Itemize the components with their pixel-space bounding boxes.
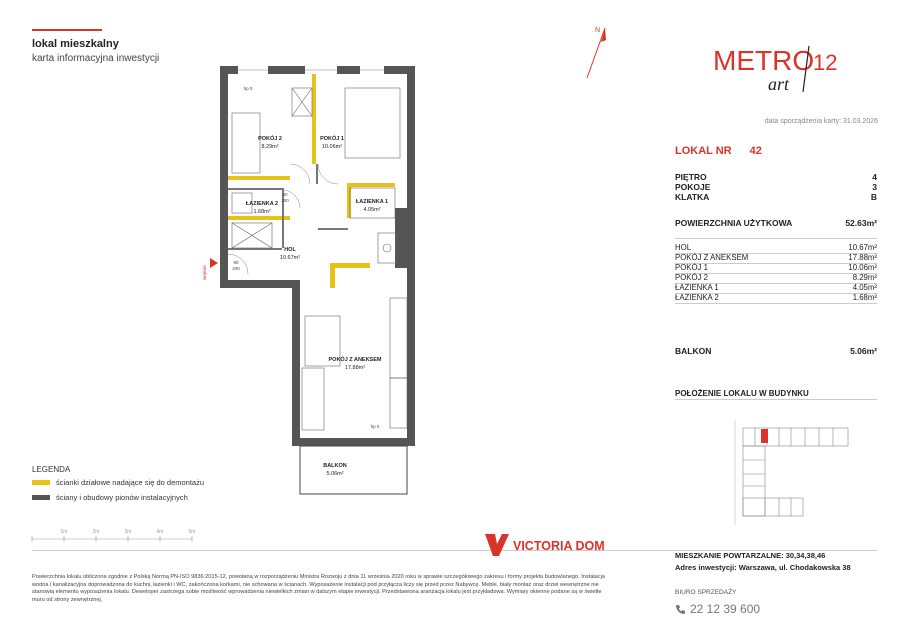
door-height: 200 (232, 266, 240, 271)
label-laz2: ŁAZIENKA 2 (245, 201, 279, 207)
floor-plan (202, 48, 450, 498)
door-width: 90 (233, 260, 239, 265)
door-height: 200 (281, 198, 289, 203)
sill-height: hp 0 (243, 86, 253, 91)
room-area: 10.67m² (848, 243, 877, 252)
room-label: HOL (675, 243, 692, 252)
usable-area-row (675, 218, 877, 228)
label-aneks: POKÓJ Z ANEKSEM (328, 357, 382, 363)
legend-label: ścianki działowe nadające się do demontażu (56, 478, 205, 487)
info-row-floor (675, 172, 877, 182)
label-hol-area: 10.67m² (279, 255, 301, 261)
scale-label: 3m (124, 529, 132, 535)
logo-number: 12 (813, 50, 838, 75)
legend-label: ściany i obudowy pionów instalacyjnych (56, 493, 188, 502)
divider (675, 399, 877, 400)
sales-office-label: BIURO SPRZEDAŻY (675, 589, 737, 596)
balcony-outline (300, 446, 407, 494)
room-area: 4.05m² (852, 283, 877, 292)
room-area: 17.88m² (848, 253, 877, 262)
svg-text:N: N (595, 27, 601, 34)
label-laz1: ŁAZIENKA 1 (355, 199, 389, 205)
area-value: 52.63m² (845, 218, 877, 228)
label-balkon: BALKON (323, 463, 347, 469)
room-area: 1.68m² (852, 293, 877, 302)
balcony-label: BALKON (675, 346, 712, 356)
lokal-label: LOKAL NR (675, 145, 732, 157)
info-label: POKOJE (675, 182, 711, 192)
info-row-rooms (675, 182, 877, 192)
metro-art-logo (713, 42, 843, 102)
north-arrow-icon (575, 20, 615, 80)
room-label: ŁAZIENKA 1 (675, 283, 719, 292)
rooms-table (675, 238, 877, 239)
date-created: data sporządzenia karty: 31.03.2026 (764, 118, 878, 125)
room-area: 10.06m² (848, 263, 877, 272)
label-balkon-area: 5.06m² (326, 471, 344, 477)
logo-script: art (768, 74, 790, 94)
room-label: ŁAZIENKA 2 (675, 293, 719, 302)
room-row (675, 293, 877, 304)
developer-logo (483, 530, 613, 560)
legend-title: LEGENDA (32, 465, 71, 474)
room-label: POKÓJ Z ANEKSEM (675, 253, 749, 262)
info-value: B (870, 192, 877, 202)
scale-label: 1m (60, 529, 68, 535)
room-label: POKÓJ 2 (675, 273, 708, 282)
victoria-dom-icon (483, 530, 613, 560)
label-pokoj2-area: 8.29m² (261, 144, 279, 150)
scale-label: 4m (156, 529, 164, 535)
label-pokoj2: POKÓJ 2 (258, 136, 282, 142)
area-label: POWIERZCHNIA UŻYTKOWA (675, 218, 793, 228)
legend-item-removable (32, 478, 204, 487)
address-label: Adres inwestycji: (675, 563, 737, 572)
balcony-row (675, 346, 877, 356)
phone-number[interactable]: 22 12 39 600 (690, 602, 761, 616)
entrance-arrow-icon (210, 258, 218, 268)
door-width: 80 (282, 192, 288, 197)
removable-walls (228, 74, 395, 288)
developer-name: VICTORIA DOM (513, 539, 605, 553)
legend-swatch (32, 480, 50, 485)
repeat-apartments (675, 551, 825, 560)
label-pokoj1: POKÓJ 1 (320, 136, 344, 142)
label-pokoj1-area: 10.06m² (321, 144, 343, 150)
entrance-label: wejście (202, 265, 207, 280)
phone-icon (675, 604, 686, 615)
room-label: POKÓJ 1 (675, 263, 708, 272)
building-position-map (735, 420, 860, 525)
lokal-highlight (761, 429, 768, 443)
building-position-title: POŁOŻENIE LOKALU W BUDYNKU (675, 389, 809, 398)
label-aneks-area: 17.88m² (344, 365, 366, 371)
room-area: 8.29m² (852, 273, 877, 282)
sill-height: hp 0 (370, 424, 380, 429)
repeat-label: MIESZKANIE POWTARZALNE: (675, 551, 784, 560)
info-value: 4 (872, 172, 877, 182)
label-laz2-area: 1.68m² (253, 209, 271, 215)
legend-swatch (32, 495, 50, 500)
balcony-value: 5.06m² (850, 346, 877, 356)
page-subtitle: karta informacyjna inwestycji (32, 53, 160, 64)
scale-label: 5m (188, 529, 196, 535)
info-row-staircase (675, 192, 877, 202)
page-title: lokal mieszkalny (32, 38, 119, 50)
info-label: KLATKA (675, 192, 710, 202)
scale-label: 2m (92, 529, 100, 535)
label-hol: HOL (284, 247, 296, 253)
footer-disclaimer: Powierzchnia lokalu obliczona zgodnie z Polską Normą PN-ISO 9836:2015-12, powołaną w rozporządzeniu Ministra Rozwoju z dnia 11 września 2020 roku w sprawie szczegółowego zakresu i formy projektu budowlanego. Instalacja wodna i kanalizacyjna doprowadzona do kuchni, łazienki i WC, zakończona korkami, nie schowana w ścianach. Wyposażenie instalacji pod przyłącza liczy się przed przez Nabywcę. Meble, biały montaż oraz drzwi wewnętrzne nie stanowią elementu wyposażenia lokalu. Deweloper zastrzega sobie możliwość wprowadzenia niewielkich zmian w dalszym etapie inwestycji. Przedstawiona aranżacja lokalu jest przykładowa. Wymiary okienne podane są w świetle muru od strony zewnętrznej. (32, 574, 605, 603)
repeat-value: 30,34,38,46 (785, 551, 826, 560)
investment-address (675, 563, 851, 572)
legend-item-walls (32, 493, 188, 502)
address-value: Warszawa, ul. Chodakowska 38 (738, 563, 851, 572)
label-laz1-area: 4.05m² (363, 207, 381, 213)
outer-walls (220, 66, 415, 446)
header-accent-line (32, 29, 102, 31)
logo-word: METRO (713, 45, 815, 76)
scale-bar (32, 527, 202, 543)
info-label: PIĘTRO (675, 172, 707, 182)
lokal-number: 42 (749, 145, 762, 157)
lokal-number-heading (675, 145, 762, 157)
info-value: 3 (872, 182, 877, 192)
